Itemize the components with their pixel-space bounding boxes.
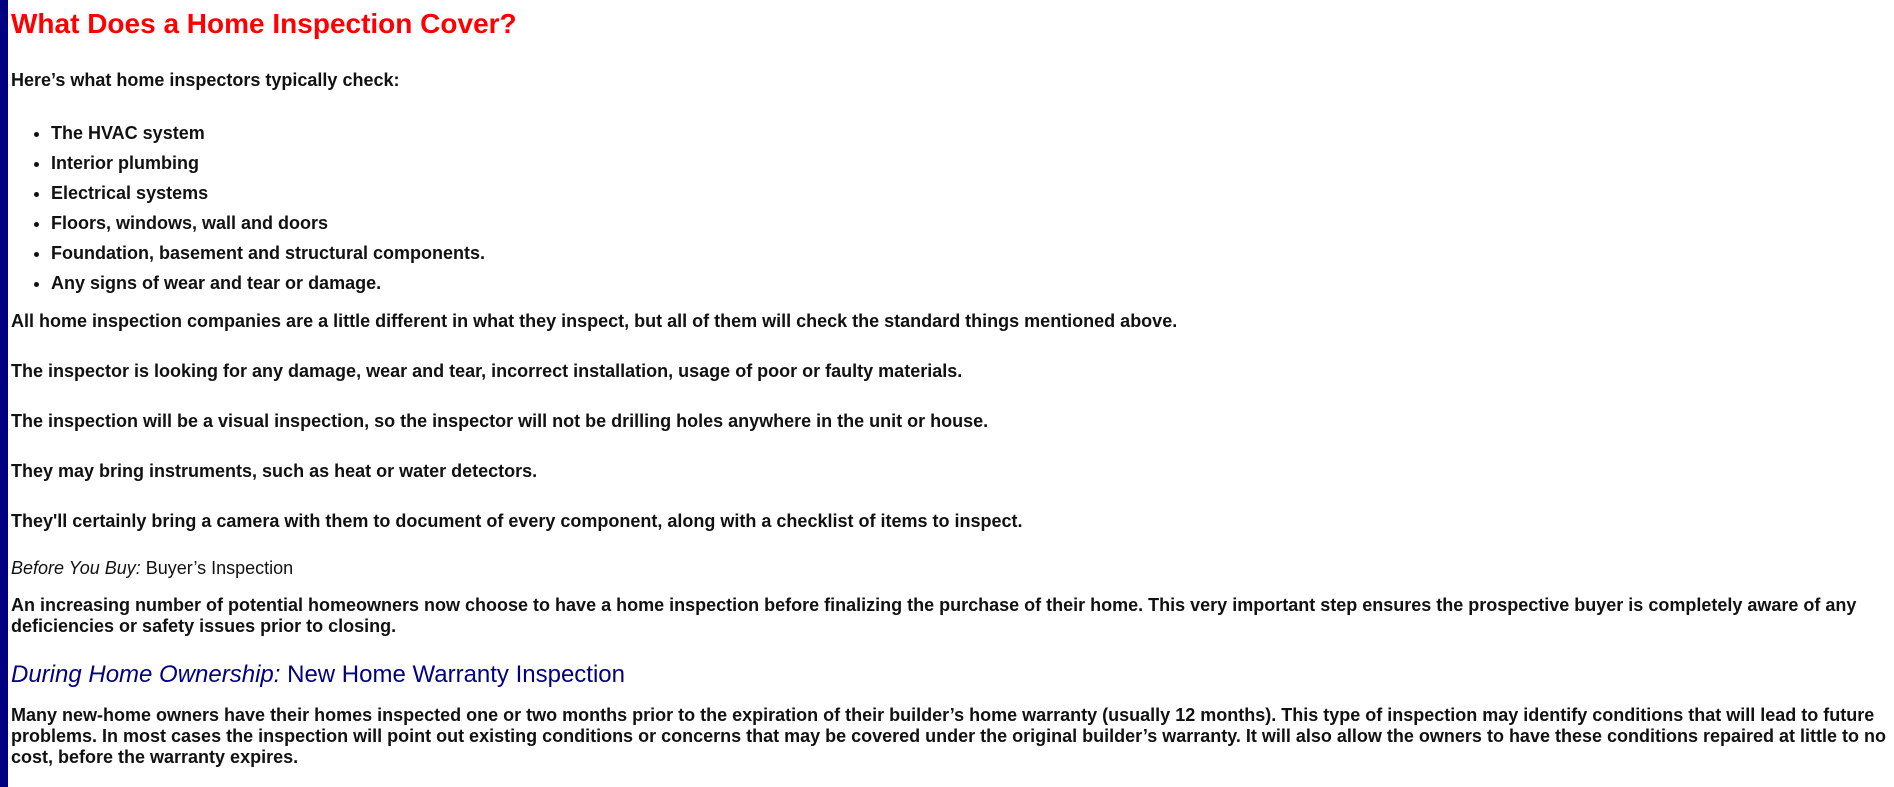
warranty-heading-text: New Home Warranty Inspection: [280, 661, 626, 688]
left-accent-bar: [0, 0, 8, 787]
list-item: • Foundation, basement and structural components.: [51, 238, 1888, 268]
buyer-label-text: Buyer’s Inspection: [140, 558, 294, 578]
paragraph-visual-inspection: The inspection will be a visual inspection, so the inspector will not be drilling holes anywhere in the unit or house.: [11, 411, 989, 431]
intro-text: Here’s what home inspectors typically check:: [11, 70, 400, 90]
list-item: • Any signs of wear and tear or damage.: [51, 268, 1888, 298]
article-content: [11, 0, 1888, 768]
inspection-checklist: [11, 118, 1888, 298]
warranty-heading-emphasis: During Home Ownership:: [11, 661, 281, 688]
page-title: What Does a Home Inspection Cover?: [11, 8, 517, 39]
buyer-inspection-label: [11, 558, 1888, 579]
list-item: • Interior plumbing: [51, 148, 1888, 178]
warranty-heading: [11, 661, 1888, 689]
buyer-inspection-body: An increasing number of potential homeowners now choose to have a home inspection before finalizing the purchase of their home. This very important step ensures the prospective buyer is completely aware of any deficiencies or safety issues prior to closing.: [11, 595, 1857, 636]
list-item: • Electrical systems: [51, 178, 1888, 208]
list-item: • Floors, windows, wall and doors: [51, 208, 1888, 238]
paragraph-inspector-looking: The inspector is looking for any damage, wear and tear, incorrect installation, usage of poor or faulty materials.: [11, 361, 963, 381]
paragraph-instruments: They may bring instruments, such as heat or water detectors.: [11, 461, 538, 481]
list-item: • The HVAC system: [51, 118, 1888, 148]
paragraph-camera: They'll certainly bring a camera with them to document of every component, along with a checklist of items to inspect.: [11, 511, 1023, 531]
paragraph-companies: All home inspection companies are a little different in what they inspect, but all of them will check the standard things mentioned above.: [11, 311, 1178, 331]
buyer-label-emphasis: Before You Buy:: [11, 558, 141, 578]
warranty-inspection-body: Many new-home owners have their homes inspected one or two months prior to the expiration of their builder’s home warranty (usually 12 months). This type of inspection may identify conditions that will lead to future problems. In most cases the inspection will point out existing conditions or concerns that may be covered under the original builder’s warranty. It will also allow the owners to have these conditions repaired at little to no cost, before the warranty expires.: [11, 705, 1887, 767]
